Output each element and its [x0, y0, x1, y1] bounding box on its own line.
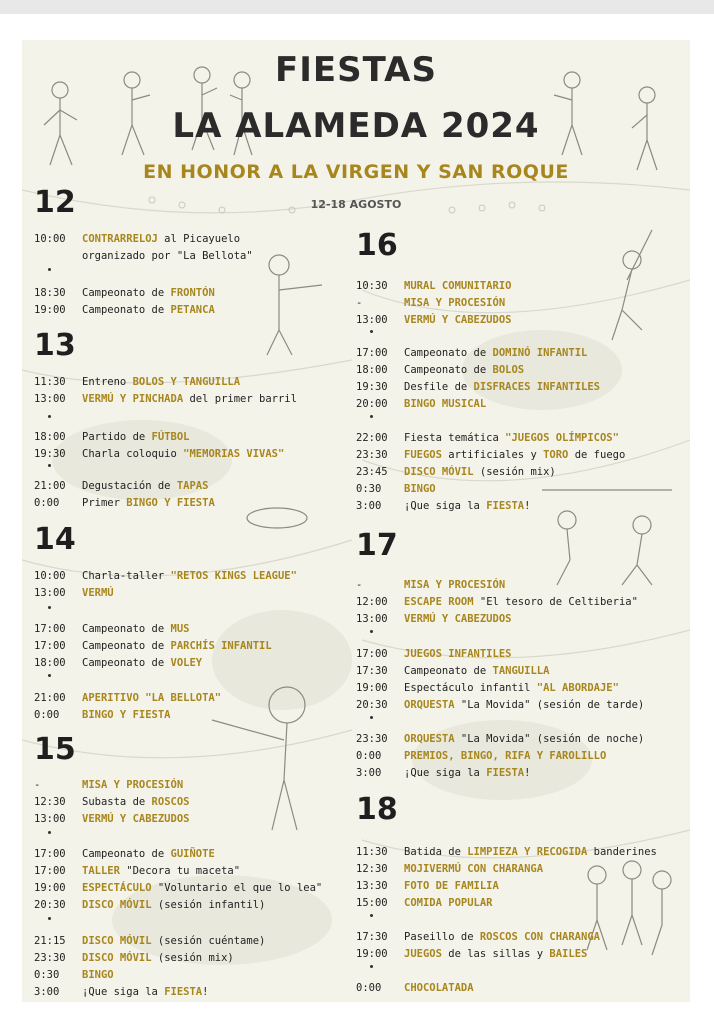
event-row	[356, 596, 638, 609]
event-row	[34, 779, 183, 792]
event-time: 3:00	[356, 500, 382, 512]
event-text: Campeonato de	[82, 623, 171, 635]
event-description	[82, 796, 189, 808]
day-number: 12	[34, 185, 76, 220]
event-description	[82, 448, 284, 460]
event-text: "La Movida" (sesión de noche)	[454, 733, 645, 745]
event-time: 13:30	[356, 880, 388, 892]
separator-dot	[370, 965, 373, 968]
event-time: 3:00	[34, 986, 60, 998]
event-row	[34, 709, 171, 722]
event-description	[404, 682, 619, 694]
event-row	[34, 393, 297, 406]
event-description	[404, 347, 587, 359]
event-description	[82, 233, 240, 245]
event-description	[82, 899, 265, 911]
event-time: 13:00	[356, 314, 388, 326]
event-time: -	[356, 579, 363, 591]
event-text: "Decora tu maceta"	[119, 865, 241, 877]
event-time: 19:00	[356, 682, 388, 694]
event-text: !	[524, 767, 531, 779]
event-description	[404, 314, 511, 326]
event-highlight: VERMÚ	[82, 587, 114, 599]
event-description	[82, 882, 322, 894]
event-time: 0:00	[356, 750, 382, 762]
event-text: Desfile de	[404, 381, 474, 393]
event-highlight: APERITIVO "LA BELLOTA"	[82, 692, 222, 704]
event-time: 21:00	[34, 480, 66, 492]
event-highlight: ROSCOS CON CHARANGA	[479, 931, 600, 943]
event-description	[404, 863, 543, 875]
event-highlight: FIESTA	[486, 767, 525, 779]
event-time: 19:00	[34, 882, 66, 894]
event-description	[82, 709, 171, 721]
event-text: al Picayuelo	[157, 233, 241, 245]
event-description	[404, 665, 549, 677]
event-row	[356, 347, 587, 360]
event-highlight: "RETOS KINGS LEAGUE"	[170, 570, 297, 582]
event-highlight: LIMPIEZA Y RECOGIDA	[467, 846, 588, 858]
event-description	[404, 897, 493, 909]
event-text: de fuego	[568, 449, 626, 461]
event-time: 17:00	[34, 640, 66, 652]
event-row	[356, 897, 493, 910]
event-text: Paseillo de	[404, 931, 480, 943]
event-row	[34, 952, 234, 965]
event-description	[82, 497, 215, 509]
event-row	[356, 280, 511, 293]
event-time: 11:30	[356, 846, 388, 858]
event-row	[34, 250, 253, 263]
event-row	[34, 692, 221, 705]
event-row	[34, 899, 265, 912]
event-description	[404, 982, 474, 994]
event-highlight: VERMÚ Y PINCHADA	[82, 393, 184, 405]
event-description	[404, 381, 600, 393]
event-time: 3:00	[356, 767, 382, 779]
event-row	[356, 297, 505, 310]
event-description	[82, 376, 240, 388]
event-row	[356, 699, 644, 712]
event-time: 20:00	[356, 398, 388, 410]
event-row	[34, 796, 189, 809]
event-row	[356, 682, 619, 695]
event-row	[356, 665, 549, 678]
event-highlight: "AL ABORDAJE"	[536, 682, 619, 694]
event-description	[404, 596, 638, 608]
event-description	[404, 483, 436, 495]
event-time: 0:00	[34, 709, 60, 721]
event-time: 23:45	[356, 466, 388, 478]
event-time: 13:00	[34, 813, 66, 825]
separator-dot	[48, 917, 51, 920]
event-time: 22:00	[356, 432, 388, 444]
event-highlight: FIESTA	[486, 500, 525, 512]
event-highlight: DISCO MÓVIL	[404, 466, 474, 478]
event-time: 0:00	[356, 982, 382, 994]
event-highlight: DOMINÓ INFANTIL	[492, 347, 588, 359]
event-time: 19:00	[34, 304, 66, 316]
event-time: 17:00	[34, 848, 66, 860]
event-highlight: BINGO Y FIESTA	[82, 709, 171, 721]
event-highlight: FRONTÓN	[170, 287, 215, 299]
event-time: 11:30	[34, 376, 66, 388]
event-time: 18:00	[356, 364, 388, 376]
event-description	[82, 287, 215, 299]
event-highlight: MISA Y PROCESIÓN	[404, 297, 506, 309]
event-highlight: PREMIOS, BINGO, RIFA Y FAROLILLO	[404, 750, 607, 762]
event-text: (sesión mix)	[151, 952, 234, 964]
event-row	[34, 657, 202, 670]
event-text: Fiesta temática	[404, 432, 506, 444]
event-time: 15:00	[356, 897, 388, 909]
event-description	[82, 813, 189, 825]
event-description	[82, 623, 189, 635]
event-description	[404, 280, 511, 292]
event-time: 20:30	[34, 899, 66, 911]
event-row	[34, 813, 189, 826]
event-description	[404, 880, 499, 892]
event-text: Campeonato de	[82, 640, 171, 652]
event-time: -	[34, 779, 41, 791]
event-description	[82, 570, 297, 582]
event-highlight: "MEMORIAS VIVAS"	[183, 448, 285, 460]
event-time: 17:30	[356, 665, 388, 677]
festival-poster	[22, 40, 690, 1002]
event-text: Campeonato de	[404, 364, 493, 376]
event-highlight: "JUEGOS OLÍMPICOS"	[505, 432, 619, 444]
event-highlight: FOTO DE FAMILIA	[404, 880, 499, 892]
poster-title-line2: LA ALAMEDA 2024	[172, 106, 540, 146]
event-row	[34, 882, 322, 895]
event-text: banderines	[587, 846, 657, 858]
event-time: 18:00	[34, 657, 66, 669]
event-text: !	[202, 986, 209, 998]
event-row	[34, 287, 215, 300]
event-description	[404, 750, 606, 762]
event-text: Batida de	[404, 846, 468, 858]
separator-dot	[48, 674, 51, 677]
event-text: de las sillas y	[441, 948, 550, 960]
event-highlight: DISCO MÓVIL	[82, 935, 152, 947]
event-description	[82, 393, 297, 405]
event-highlight: MISA Y PROCESIÓN	[82, 779, 184, 791]
event-highlight: BINGO	[82, 969, 114, 981]
event-highlight: FUEGOS	[404, 449, 442, 461]
event-description	[82, 692, 221, 704]
event-row	[356, 381, 600, 394]
event-highlight: TANGUILLA	[492, 665, 550, 677]
event-row	[34, 570, 297, 583]
event-description	[82, 865, 240, 877]
event-description	[404, 733, 644, 745]
event-highlight: MURAL COMUNITARIO	[404, 280, 512, 292]
event-highlight: MUS	[170, 623, 190, 635]
event-highlight: GUIÑOTE	[170, 848, 215, 860]
event-row	[34, 587, 114, 600]
event-highlight: ORQUESTA	[404, 699, 455, 711]
day-number: 18	[356, 792, 398, 827]
event-row	[356, 863, 543, 876]
event-highlight: COMIDA POPULAR	[404, 897, 493, 909]
separator-dot	[48, 415, 51, 418]
event-time: 12:00	[356, 596, 388, 608]
event-text: "La Movida" (sesión de tarde)	[454, 699, 645, 711]
event-description	[404, 579, 505, 591]
event-description	[404, 466, 556, 478]
event-highlight: JUEGOS	[404, 948, 442, 960]
event-time: 19:30	[356, 381, 388, 393]
event-highlight: CONTRARRELOJ	[82, 233, 158, 245]
event-description	[404, 364, 524, 376]
event-text: Degustación de	[82, 480, 177, 492]
event-time: 23:30	[34, 952, 66, 964]
event-time: 12:30	[34, 796, 66, 808]
event-text: !	[524, 500, 531, 512]
event-text: ¡Que siga la	[404, 500, 487, 512]
event-row	[34, 376, 240, 389]
event-description	[82, 640, 272, 652]
event-row	[34, 848, 215, 861]
event-description	[404, 613, 511, 625]
event-description	[404, 449, 625, 461]
event-text: del primer barril	[183, 393, 297, 405]
event-time: 17:00	[356, 347, 388, 359]
event-highlight: MOJIVERMÚ CON CHARANGA	[404, 863, 544, 875]
event-text: ¡Que siga la	[404, 767, 487, 779]
event-highlight: BAILES	[549, 948, 588, 960]
event-row	[34, 935, 265, 948]
event-text: Campeonato de	[82, 287, 171, 299]
event-row	[34, 986, 208, 999]
event-description	[82, 587, 114, 599]
event-text: Espectáculo infantil	[404, 682, 537, 694]
event-text: organizado por "La Bellota"	[82, 250, 253, 262]
event-description	[404, 931, 600, 943]
event-highlight: VOLEY	[170, 657, 203, 669]
event-time: 21:00	[34, 692, 66, 704]
event-row	[356, 880, 499, 893]
separator-dot	[48, 268, 51, 271]
event-text: Subasta de	[82, 796, 152, 808]
date-range: 12-18 AGOSTO	[310, 198, 402, 211]
event-row	[356, 314, 511, 327]
event-time: 17:30	[356, 931, 388, 943]
event-description	[404, 648, 511, 660]
event-row	[356, 982, 474, 995]
event-time: 10:00	[34, 570, 66, 582]
event-highlight: BINGO Y FIESTA	[126, 497, 215, 509]
event-time: 23:30	[356, 733, 388, 745]
event-highlight: TAPAS	[176, 480, 209, 492]
separator-dot	[370, 914, 373, 917]
day-number: 13	[34, 328, 76, 363]
event-row	[356, 767, 530, 780]
event-highlight: TALLER	[82, 865, 120, 877]
event-highlight: VERMÚ Y CABEZUDOS	[404, 314, 512, 326]
event-description	[404, 297, 505, 309]
event-time: 0:00	[34, 497, 60, 509]
event-row	[34, 233, 240, 246]
event-highlight: BOLOS Y TANGUILLA	[132, 376, 241, 388]
event-row	[356, 613, 511, 626]
event-description	[82, 935, 265, 947]
event-highlight: BOLOS	[492, 364, 525, 376]
event-highlight: FÚTBOL	[151, 431, 190, 443]
event-text: Campeonato de	[404, 665, 493, 677]
event-description	[82, 848, 215, 860]
event-row	[34, 304, 215, 317]
event-row	[34, 448, 284, 461]
event-row	[356, 846, 657, 859]
event-text: (sesión infantil)	[151, 899, 266, 911]
event-time: -	[356, 297, 363, 309]
event-highlight: VERMÚ Y CABEZUDOS	[82, 813, 190, 825]
event-highlight: BINGO MUSICAL	[404, 398, 487, 410]
event-highlight: BINGO	[404, 483, 436, 495]
event-time: 0:30	[34, 969, 60, 981]
event-time: 13:00	[356, 613, 388, 625]
event-highlight: PETANCA	[170, 304, 215, 316]
separator-dot	[370, 330, 373, 333]
event-highlight: FIESTA	[164, 986, 203, 998]
event-time: 12:30	[356, 863, 388, 875]
event-text: Campeonato de	[82, 304, 171, 316]
event-description	[404, 432, 619, 444]
event-row	[34, 623, 189, 636]
event-time: 20:30	[356, 699, 388, 711]
event-description	[82, 969, 114, 981]
event-row	[34, 865, 240, 878]
event-description	[82, 779, 183, 791]
event-description	[404, 500, 530, 512]
event-time: 18:30	[34, 287, 66, 299]
event-row	[356, 449, 625, 462]
event-description	[82, 250, 253, 262]
separator-dot	[48, 606, 51, 609]
event-description	[404, 846, 657, 858]
event-text: "El tesoro de Celtiberia"	[473, 596, 638, 608]
event-time: 19:00	[356, 948, 388, 960]
event-description	[404, 767, 530, 779]
event-row	[356, 948, 587, 961]
day-number: 17	[356, 528, 398, 563]
event-row	[356, 931, 600, 944]
event-text: Partido de	[82, 431, 152, 443]
event-time: 17:00	[34, 865, 66, 877]
poster-subtitle: EN HONOR A LA VIRGEN Y SAN ROQUE	[143, 161, 569, 183]
event-row	[356, 750, 606, 763]
event-time: 23:30	[356, 449, 388, 461]
event-highlight: DISFRACES INFANTILES	[473, 381, 600, 393]
event-text: Primer	[82, 497, 127, 509]
event-highlight: VERMÚ Y CABEZUDOS	[404, 613, 512, 625]
event-highlight: PARCHÍS INFANTIL	[170, 640, 272, 652]
poster-title-line1: FIESTAS	[275, 50, 437, 90]
event-row	[34, 640, 272, 653]
event-highlight: ESPECTÁCULO	[82, 882, 152, 894]
separator-dot	[48, 464, 51, 467]
separator-dot	[370, 716, 373, 719]
event-row	[34, 431, 189, 444]
event-text: ¡Que siga la	[82, 986, 165, 998]
day-number: 16	[356, 228, 398, 263]
event-row	[356, 500, 530, 513]
event-text: (sesión cuéntame)	[151, 935, 266, 947]
event-highlight: ORQUESTA	[404, 733, 455, 745]
event-description	[82, 657, 202, 669]
event-time: 18:00	[34, 431, 66, 443]
event-time: 13:00	[34, 587, 66, 599]
event-highlight: TORO	[543, 449, 569, 461]
event-text: Charla coloquio	[82, 448, 184, 460]
event-row	[356, 364, 524, 377]
event-description	[82, 480, 208, 492]
event-description	[404, 948, 587, 960]
top-bar	[0, 0, 714, 14]
event-highlight: DISCO MÓVIL	[82, 952, 152, 964]
event-row	[356, 648, 511, 661]
event-row	[356, 432, 619, 445]
event-highlight: ESCAPE ROOM	[404, 596, 474, 608]
event-row	[34, 969, 114, 982]
event-description	[404, 699, 644, 711]
event-text: Campeonato de	[404, 347, 493, 359]
separator-dot	[370, 630, 373, 633]
event-text: Campeonato de	[82, 848, 171, 860]
event-highlight: JUEGOS INFANTILES	[404, 648, 512, 660]
event-text: "Voluntario el que lo lea"	[151, 882, 323, 894]
event-row	[356, 398, 486, 411]
event-text: Entreno	[82, 376, 133, 388]
event-description	[82, 986, 208, 998]
event-row	[356, 579, 505, 592]
event-description	[82, 431, 189, 443]
event-time: 0:30	[356, 483, 382, 495]
separator-dot	[48, 831, 51, 834]
event-highlight: ROSCOS	[151, 796, 190, 808]
event-row	[34, 497, 215, 510]
event-time: 13:00	[34, 393, 66, 405]
event-text: Charla-taller	[82, 570, 171, 582]
event-time: 17:00	[34, 623, 66, 635]
event-description	[82, 952, 234, 964]
event-description	[404, 398, 486, 410]
event-time: 21:15	[34, 935, 66, 947]
event-row	[356, 466, 556, 479]
event-row	[356, 733, 644, 746]
event-time: 17:00	[356, 648, 388, 660]
event-row	[356, 483, 436, 496]
event-text: artificiales y	[441, 449, 544, 461]
event-time: 10:00	[34, 233, 66, 245]
day-number: 15	[34, 732, 76, 767]
event-highlight: DISCO MÓVIL	[82, 899, 152, 911]
event-text: Campeonato de	[82, 657, 171, 669]
day-number: 14	[34, 522, 76, 557]
event-text: (sesión mix)	[473, 466, 556, 478]
event-time: 19:30	[34, 448, 66, 460]
separator-dot	[370, 415, 373, 418]
event-description	[82, 304, 215, 316]
event-row	[34, 480, 208, 493]
event-time: 10:30	[356, 280, 388, 292]
event-highlight: CHOCOLATADA	[404, 982, 474, 994]
event-highlight: MISA Y PROCESIÓN	[404, 579, 506, 591]
